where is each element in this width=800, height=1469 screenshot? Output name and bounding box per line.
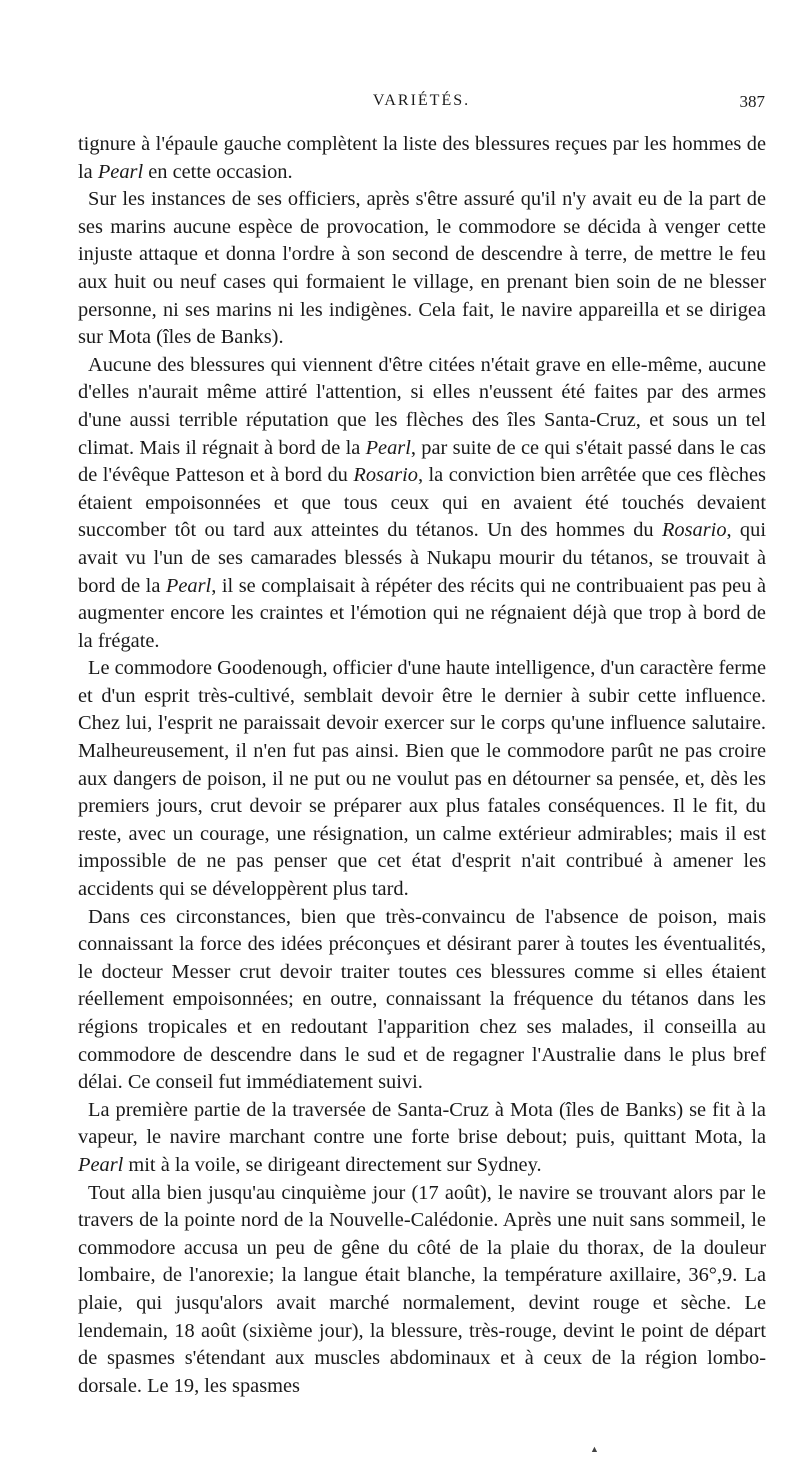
running-head	[78, 92, 765, 118]
text-run: , la conviction bien arrêtée que ces flèches étaient empoisonnées et que tous ceux qui en avaient été touchés devaient succomber tôt ou tard aux atteintes du tétanos. Un des hommes du	[78, 464, 766, 542]
body-text	[78, 131, 766, 1400]
italic-text: Pearl	[78, 1153, 124, 1176]
italic-text: Rosario	[353, 464, 418, 487]
text-run: Aucune des blessures qui viennent d'être citées n'était grave en elle-même, aucune d'elles n'aurait même attiré l'attention, si elles n'eussent été faites par des armes d'une aussi terrible réputation que les flèches des îles Santa-Cruz, et sous un tel climat. Mais il régnait à bord de la	[78, 353, 766, 459]
italic-text: Rosario	[661, 519, 727, 542]
text-run: Sur les instances de ses officiers, après s'être assuré qu'il n'y avait eu de la part de ses marins aucune espèce de provocation, le commodore se décida à venger cette injuste attaque et donna l'ordre à son second de descendre à terre, de mettre le feu aux huit ou neuf cases qui formaient le village, en prenant bien soin de ne blesser personne, ni ses marins ni les indigènes. Cela fait, le navire appareilla et se dirigea sur Mota (îles de Banks).	[78, 188, 766, 349]
paragraph	[78, 1180, 766, 1401]
text-run: Dans ces circonstances, bien que très-convaincu de l'absence de poison, mais connaissant la force des idées préconçues et désirant parer à toutes les éventualités, le docteur Messer crut devoir traiter toutes ces blessures comme si elles étaient réellement empoisonnées; en outre, connaissant la fréquence du tétanos dans les régions tropicales et en redoutant l'apparition chez ses malades, il conseilla au commodore de descendre dans le sud et de regagner l'Australie dans le plus bref délai. Ce conseil fut immédiatement suivi.	[78, 905, 766, 1094]
text-run: , qui avait vu l'un de ses camarades blessés à Nukapu mourir du tétanos, se trouvait à bord de la	[78, 519, 766, 597]
paragraph	[78, 655, 766, 903]
text-run: en cette occasion.	[143, 160, 293, 183]
page-number: 387	[739, 92, 765, 111]
italic-text: Pearl	[97, 160, 144, 183]
italic-text: Pearl	[365, 436, 411, 459]
running-title: VARIÉTÉS.	[372, 92, 471, 109]
paragraph	[78, 352, 766, 656]
paragraph	[78, 131, 766, 186]
text-run: tignure à l'épaule gauche complètent la liste des blessures reçues par les hommes de la	[78, 133, 766, 183]
paragraph	[78, 1097, 766, 1180]
text-run: Le commodore Goodenough, officier d'une haute intelligence, d'un caractère ferme et d'un esprit très-cultivé, semblait devoir être le dernier à subir cette influence. Chez lui, l'esprit ne paraissait devoir exercer sur le corps qu'une influence salutaire. Malheureusement, il n'en fut pas ainsi. Bien que le commodore parût ne pas croire aux dangers de poison, il ne put ou ne voulut pas en détourner sa pensée, et, dès les premiers jours, crut devoir se préparer aux plus fatales conséquences. Il le fit, du reste, avec un courage, une résignation, un calme extérieur admirables; mais il est impossible de ne pas penser que cet état d'esprit n'ait contribué à amener les accidents qui se développèrent plus tard.	[78, 657, 766, 901]
text-run: , par suite de ce qui s'était passé dans le cas de l'évêque Patteson et à bord du	[78, 436, 766, 487]
text-run: Tout alla bien jusqu'au cinquième jour (17 août), le navire se trouvant alors par le travers de la pointe nord de la Nouvelle-Calédonie. Après une nuit sans sommeil, le commodore accusa un peu de gêne du côté de la plaie du thorax, de la douleur lombaire, de l'anorexie; la langue était blanche, la température axillaire, 36°,9. La plaie, qui jusqu'alors avait marché normalement, devint rouge et sèche. Le lendemain, 18 août (sixième jour), la blessure, très-rouge, devint le point de départ de spasmes s'étendant aux muscles abdominaux et à ceux de la région lombo-dorsale. Le 19, les spasmes	[78, 1181, 766, 1397]
print-mark: ▲	[590, 1444, 599, 1454]
italic-text: Pearl	[165, 574, 212, 597]
text-run: mit à la voile, se dirigeant directement sur Sydney.	[123, 1153, 542, 1176]
paragraph	[78, 904, 766, 1097]
text-run: , il se complaisait à répéter des récits qui ne contribuaient pas peu à augmenter encore les craintes et l'émotion qui ne régnaient déjà que trop à bord de la frégate.	[78, 574, 766, 652]
paragraph	[78, 186, 766, 352]
text-run: La première partie de la traversée de Santa-Cruz à Mota (îles de Banks) se fit à la vapeur, le navire marchant contre une forte brise debout; puis, quittant Mota, la	[78, 1098, 766, 1149]
